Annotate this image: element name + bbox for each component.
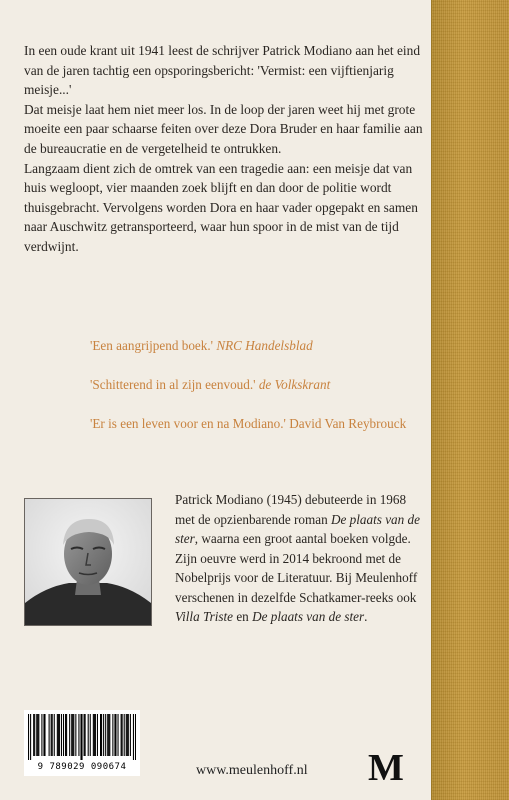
barcode-bar bbox=[85, 714, 86, 756]
author-bio bbox=[175, 490, 427, 627]
barcode-bar bbox=[95, 714, 96, 756]
barcode-bar bbox=[41, 714, 42, 756]
barcode-bar bbox=[38, 714, 39, 756]
barcode bbox=[24, 710, 140, 776]
barcode-bar bbox=[63, 714, 64, 756]
barcode-bar bbox=[28, 714, 29, 760]
barcode-bar bbox=[135, 714, 136, 760]
barcode-bar bbox=[43, 714, 44, 756]
barcode-bar bbox=[90, 714, 91, 756]
bio-book-title: Villa Triste bbox=[175, 609, 234, 624]
barcode-bar bbox=[78, 714, 79, 756]
barcode-bar bbox=[37, 714, 38, 756]
review-quote-1 bbox=[90, 338, 430, 354]
barcode-bar bbox=[97, 714, 98, 756]
barcode-bar bbox=[30, 714, 31, 760]
bio-text: en bbox=[233, 609, 253, 624]
barcode-bar bbox=[58, 714, 59, 756]
barcode-bars bbox=[28, 714, 136, 760]
quote-text: 'Schitterend in al zijn eenvoud.' bbox=[90, 377, 259, 392]
barcode-bar bbox=[73, 714, 74, 756]
barcode-bar bbox=[36, 714, 37, 756]
quote-source: de Volkskrant bbox=[258, 377, 331, 392]
barcode-bar bbox=[100, 714, 101, 756]
barcode-bar bbox=[49, 714, 50, 756]
bio-text: , waarna een groot aantal boeken volgde. Zijn oeuvre werd in 2014 bekroond met de Nobelprijs voor de Literatuur. Bij Meulenhoff verschenen in dezelfde Schatkamer-reeks ook bbox=[175, 531, 418, 605]
book-spine-band bbox=[431, 0, 509, 800]
barcode-bar bbox=[108, 714, 109, 756]
author-photo bbox=[24, 498, 152, 626]
barcode-bar bbox=[57, 714, 58, 756]
quote-source: NRC Handelsblad bbox=[216, 338, 313, 353]
barcode-bar bbox=[122, 714, 123, 756]
barcode-bar bbox=[65, 714, 66, 756]
barcode-bar bbox=[80, 714, 81, 760]
barcode-bar bbox=[127, 714, 128, 756]
barcode-bar bbox=[72, 714, 73, 756]
publisher-url: www.meulenhoff.nl bbox=[196, 763, 308, 778]
bio-book-title: De plaats van de ster bbox=[175, 511, 420, 546]
barcode-bar bbox=[44, 714, 45, 756]
barcode-bar bbox=[112, 714, 113, 756]
barcode-bar bbox=[71, 714, 72, 756]
barcode-bar bbox=[54, 714, 55, 756]
barcode-bar bbox=[124, 714, 125, 756]
quote-text: 'Er is een leven voor en na Modiano.' bbox=[90, 416, 290, 431]
barcode-bar bbox=[115, 714, 116, 756]
blurb-text bbox=[24, 41, 424, 257]
barcode-bar bbox=[126, 714, 127, 756]
barcode-bar bbox=[61, 714, 62, 756]
barcode-bar bbox=[103, 714, 104, 756]
barcode-bar bbox=[94, 714, 95, 756]
barcode-bar bbox=[130, 714, 131, 756]
barcode-bar bbox=[69, 714, 70, 756]
barcode-bar bbox=[121, 714, 122, 756]
blurb-paragraph-1: In een oude krant uit 1941 leest de schrijver Patrick Modiano aan het eind van de jaren tachtig een opsporingsbericht: 'Vermist: een vijftienjarig meisje...' bbox=[24, 43, 421, 98]
barcode-bar bbox=[66, 714, 67, 756]
barcode-bar bbox=[75, 714, 76, 756]
barcode-bar bbox=[59, 714, 60, 756]
barcode-bar bbox=[51, 714, 52, 756]
bio-text: Patrick Modiano (1945) debuteerde in 1968 met de opzienbarende roman bbox=[175, 492, 407, 527]
barcode-bar bbox=[33, 714, 34, 756]
bio-text: . bbox=[364, 609, 368, 624]
barcode-bar bbox=[105, 714, 106, 756]
barcode-bar bbox=[34, 714, 35, 756]
quote-source: David Van Reybrouck bbox=[289, 416, 407, 431]
isbn-number: 9 789029 090674 bbox=[37, 762, 127, 772]
bio-book-title: De plaats van de ster bbox=[252, 609, 365, 624]
blurb-paragraph-2: Dat meisje laat hem niet meer los. In de loop der jaren weet hij met grote moeite een paar schaarse feiten over deze Dora Bruder en haar familie aan de bureaucratie en de vergetelheid te ontrukken. bbox=[24, 101, 423, 156]
barcode-bar bbox=[128, 714, 129, 756]
publisher-logo: M bbox=[368, 747, 404, 789]
quote-text: 'Een aangrijpend boek.' bbox=[90, 338, 217, 353]
barcode-bar bbox=[84, 714, 85, 756]
review-quote-3 bbox=[90, 416, 430, 432]
blurb-paragraph-3: Langzaam dient zich de omtrek van een tragedie aan: een meisje dat van huis wegloopt, vier maanden zoek blijft en dan door de politie wordt thuisgebracht. Vervolgens worden Dora en haar vader opgepakt en samen naar Auschwitz getransporteerd, waar hun spoor in de mist van de tijd verdwijnt. bbox=[24, 160, 418, 254]
barcode-bar bbox=[107, 714, 108, 756]
barcode-bar bbox=[109, 714, 110, 756]
review-quote-2 bbox=[90, 377, 430, 393]
barcode-bar bbox=[88, 714, 89, 756]
barcode-bar bbox=[101, 714, 102, 756]
barcode-bar bbox=[52, 714, 53, 756]
barcode-bar bbox=[114, 714, 115, 756]
barcode-bar bbox=[133, 714, 134, 760]
barcode-bar bbox=[93, 714, 94, 756]
barcode-bar bbox=[81, 714, 82, 760]
barcode-bar bbox=[117, 714, 118, 756]
